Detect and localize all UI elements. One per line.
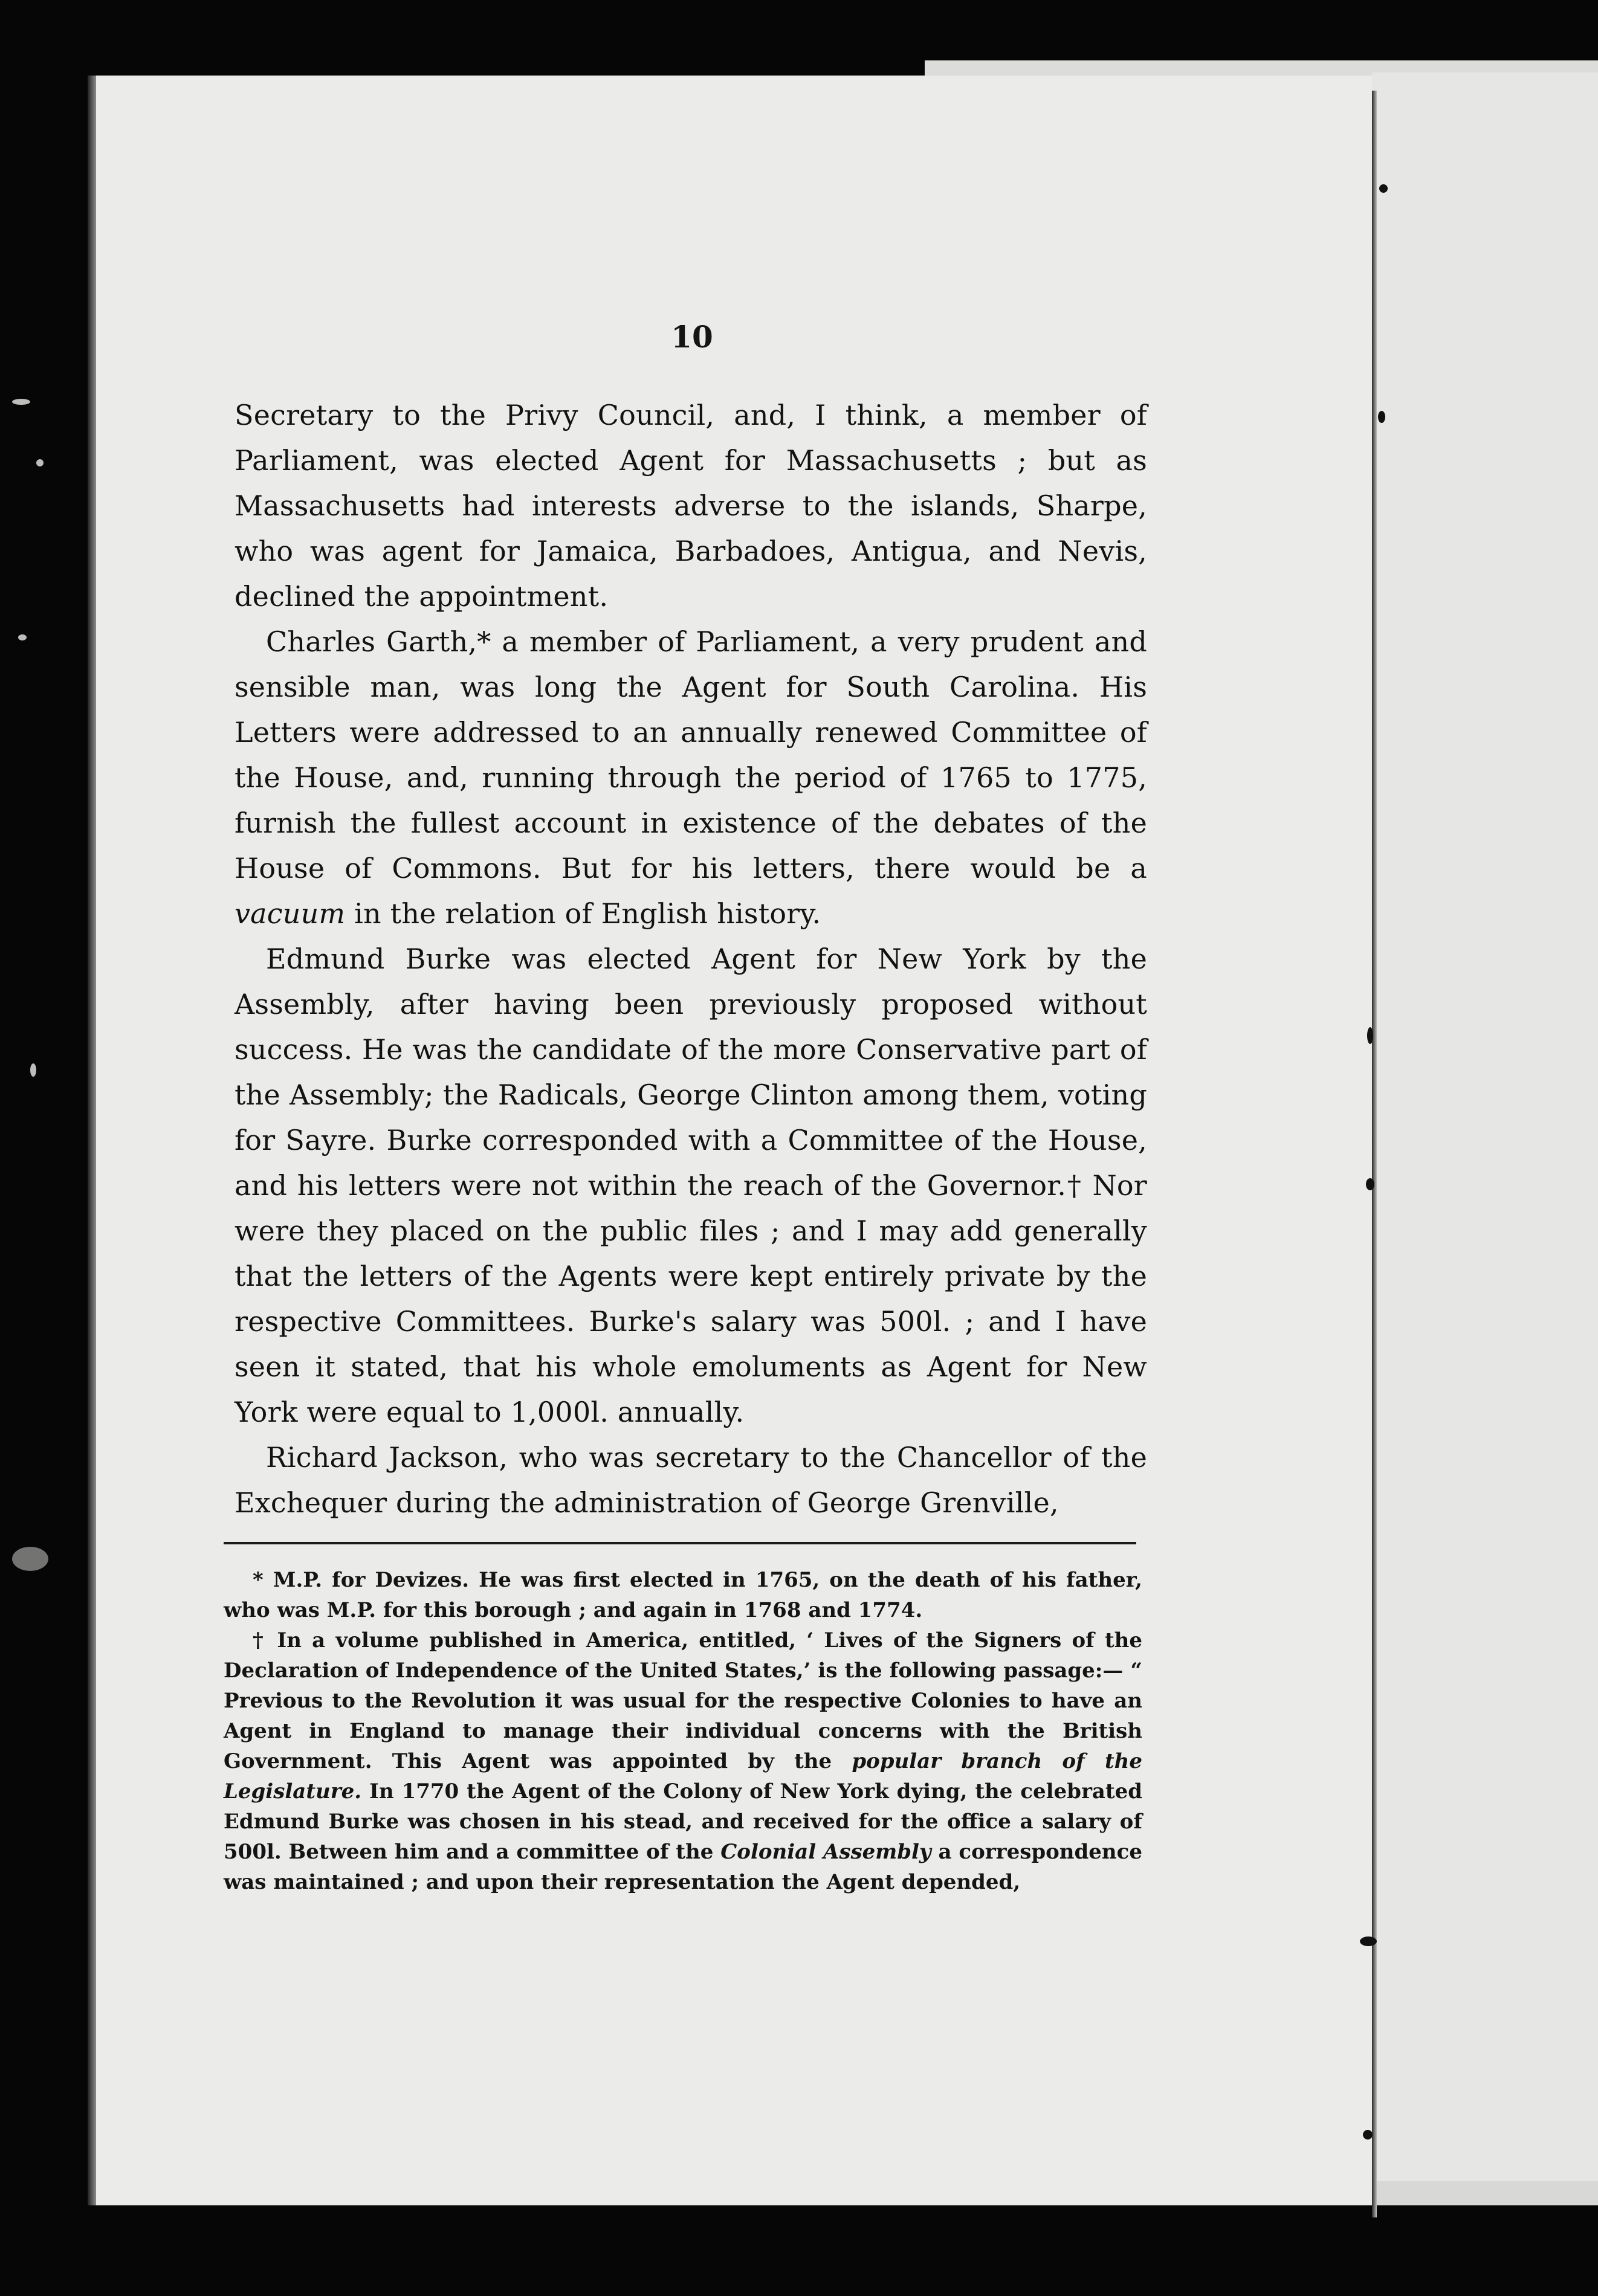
scan-speck bbox=[12, 399, 30, 405]
footnote-1 bbox=[224, 1565, 1142, 1625]
footnote-2-text-c: a correspondence was maintained ; and upon their representation the Agent depended, bbox=[224, 1840, 1142, 1894]
scan-mark bbox=[1363, 2130, 1373, 2140]
paragraph-1 bbox=[235, 393, 1147, 619]
paragraph-4-text: Richard Jackson, who was secretary to the Chancellor of the Exchequer during the administration of George Grenville, bbox=[235, 1441, 1147, 1519]
footnote-1-text: * M.P. for Devizes. He was first elected in 1765, on the death of his father, who was M.P. for this borough ; and again in 1768 and 1774. bbox=[224, 1568, 1142, 1622]
page-gutter bbox=[1372, 91, 1377, 2217]
page-number: 10 bbox=[671, 319, 713, 355]
footnote-2-italic-a: popular branch of the Legislature. bbox=[224, 1749, 1142, 1804]
paragraph-4 bbox=[235, 1435, 1147, 1526]
scan-speck bbox=[36, 459, 44, 466]
paragraph-3-text: Edmund Burke was elected Agent for New York by the Assembly, after having been previously proposed without success. He was the candidate of the more Conservative part of the Assembly; the Radicals, George Clinton among them, voting for Sayre. Burke corresponded with a Committee of the House, and his letters were not within the reach of the Governor.† Nor were they placed on the public files ; and I may add generally that the letters of the Agents were kept entirely private by the respective Committees. Burke's salary was 500l. ; and I have seen it stated, that his whole emoluments as Agent for New York were equal to 1,000l. annually. bbox=[235, 943, 1147, 1428]
scan-speck bbox=[12, 1547, 48, 1571]
scan-mark bbox=[1367, 1027, 1373, 1044]
footnote-2 bbox=[224, 1625, 1142, 1897]
footnotes bbox=[224, 1565, 1142, 1897]
footnote-2-text-a: † In a volume published in America, entitled, ‘ Lives of the Signers of the Declaration of Independence of the United States,’ is the following passage:— “ Previous to the Revolution it was usual for the respective Colonies to have an Agent in England to manage their individual concerns with the British Government. This Agent was appointed by the bbox=[224, 1628, 1142, 1773]
footnote-2-italic-b: Colonial Assembly bbox=[720, 1840, 931, 1864]
paragraph-1-text: Secretary to the Privy Council, and, I think, a member of Parliament, was elected Agent for Massachusetts ; but as Massachusetts had interests adverse to the islands, Sharpe, who was agent for Jamaica, Barbadoes, Antigua, and Nevis, declined the appointment. bbox=[235, 399, 1147, 613]
paragraph-3 bbox=[235, 937, 1147, 1435]
page-left-edge bbox=[88, 76, 96, 2205]
facing-page bbox=[1372, 73, 1598, 2199]
scan-mark bbox=[1366, 1178, 1374, 1190]
scan-speck bbox=[18, 634, 27, 640]
body-text bbox=[235, 393, 1147, 1526]
scan-mark bbox=[1360, 1936, 1377, 1946]
paragraph-2-text-a: Charles Garth,* a member of Parliament, a very prudent and sensible man, was long the Agent for South Carolina. His Letters were addressed to an annually renewed Committee of the House, and, running through the period of 1765 to 1775, furnish the fullest account in existence of the debates of the House of Commons. But for his letters, there would be a bbox=[235, 625, 1147, 885]
scan-speck bbox=[30, 1063, 36, 1077]
paragraph-2 bbox=[235, 619, 1147, 937]
paragraph-2-italic: vacuum bbox=[235, 897, 346, 930]
paragraph-2-text-b: in the relation of English history. bbox=[345, 897, 821, 930]
footnote-divider bbox=[224, 1542, 1136, 1544]
footnote-2-text-b: In 1770 the Agent of the Colony of New York dying, the celebrated Edmund Burke was chosen in his stead, and received for the office a salary of 500l. Between him and a committee of the bbox=[224, 1779, 1142, 1864]
scan-mark bbox=[1379, 184, 1388, 193]
scan-mark bbox=[1378, 411, 1385, 423]
